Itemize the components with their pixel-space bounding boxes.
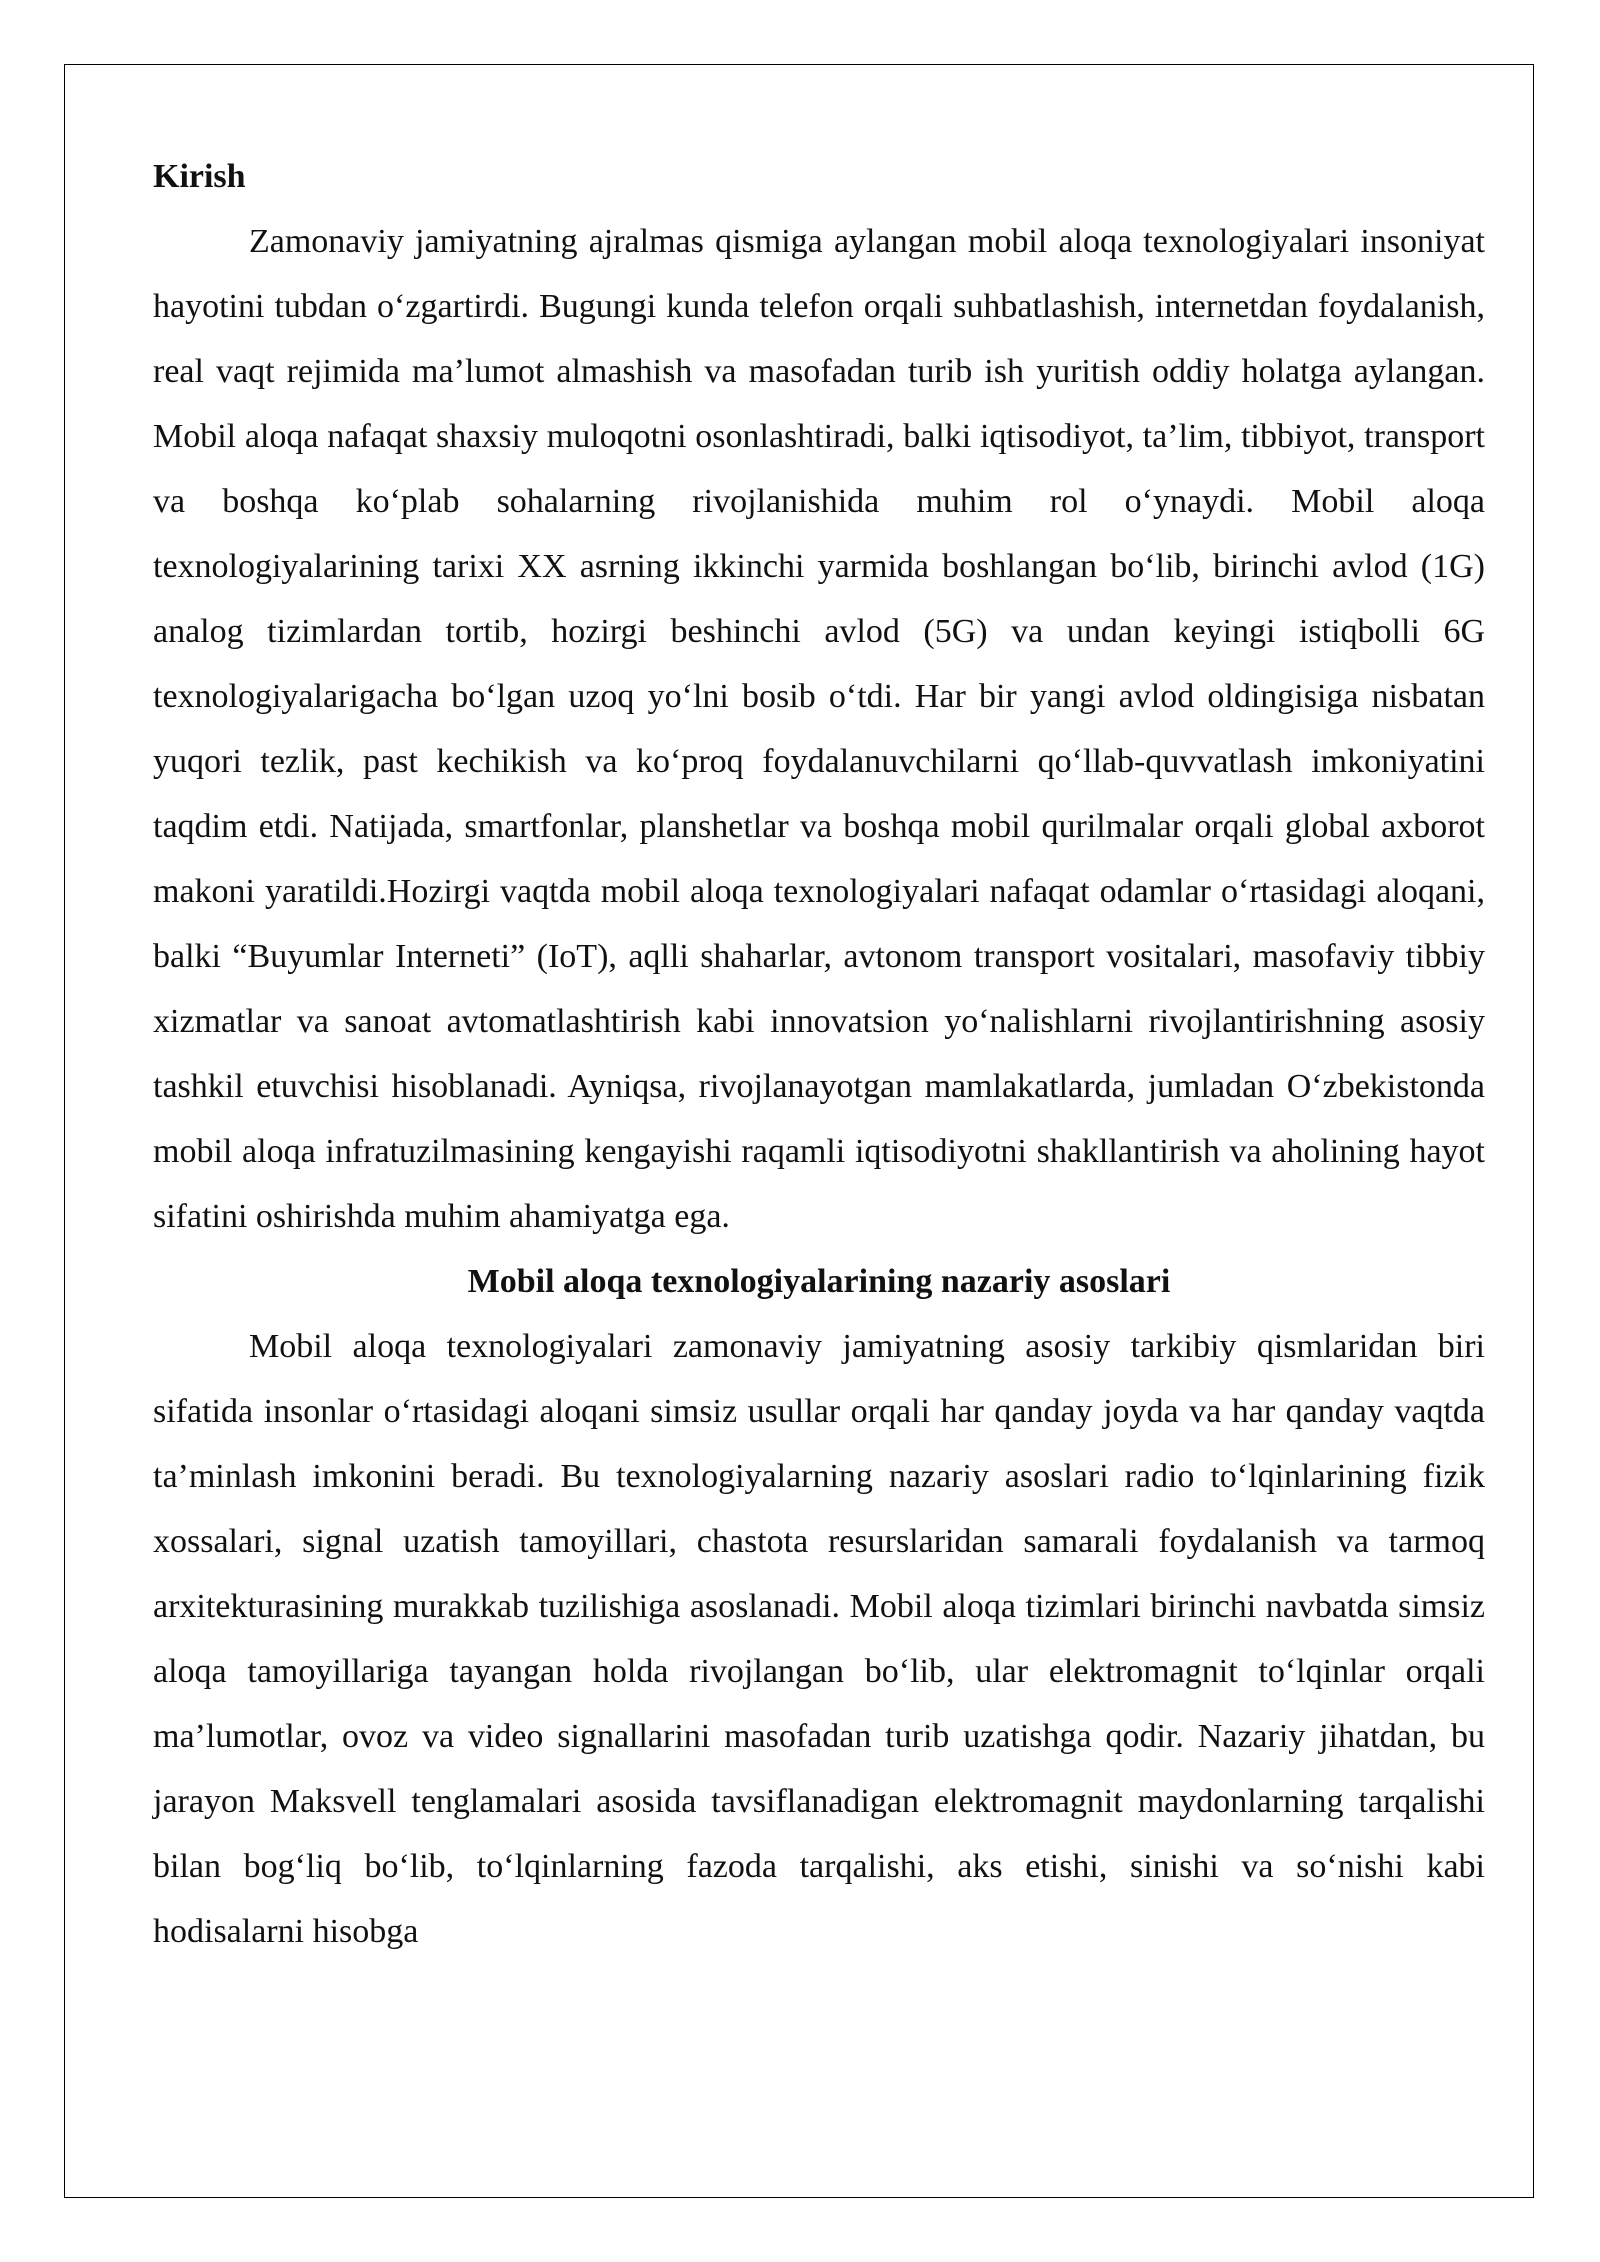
section-heading-kirish: Kirish bbox=[153, 158, 246, 195]
section-heading-nazariy-asoslar: Mobil aloqa texnologiyalarining nazariy asoslari bbox=[467, 1263, 1171, 1300]
paragraph-nazariy-asoslar: Mobil aloqa texnologiyalari zamonaviy jamiyatning asosiy tarkibiy qismlaridan biri sifatida insonlar o‘rtasidagi aloqani simsiz usullar orqali har qanday joyda va har qanday vaqtda ta’minlash imkonini beradi. Bu texnologiyalarning nazariy asoslari radio to‘lqinlarining fizik xossalari, signal uzatish tamoyillari, chastota resurslaridan samarali foydalanish va tarmoq arxitekturasining murakkab tuzilishiga asoslanadi. Mobil aloqa tizimlari birinchi navbatda simsiz aloqa tamoyillariga tayangan holda rivojlangan bo‘lib, ular elektromagnit to‘lqinlar orqali ma’lumotlar, ovoz va video signallarini masofadan turib uzatishga qodir. Nazariy jihatdan, bu jarayon Maksvell tenglamalari asosida tavsiflanadigan elektromagnit maydonlarning tarqalishi bilan bog‘liq bo‘lib, to‘lqinlarning fazoda tarqalishi, aks etishi, sinishi va so‘nishi kabi hodisalarni hisobga bbox=[153, 1328, 1485, 1950]
paragraph-kirish: Zamonaviy jamiyatning ajralmas qismiga aylangan mobil aloqa texnologiyalari insoniyat hayotini tubdan o‘zgartirdi. Bugungi kunda telefon orqali suhbatlashish, internetdan foydalanish, real vaqt rejimida ma’lumot almashish va masofadan turib ish yuritish oddiy holatga aylangan. Mobil aloqa nafaqat shaxsiy muloqotni osonlashtiradi, balki iqtisodiyot, ta’lim, tibbiyot, transport va boshqa ko‘plab sohalarning rivojlanishida muhim rol o‘ynaydi. Mobil aloqa texnologiyalarining tarixi XX asrning ikkinchi yarmida boshlangan bo‘lib, birinchi avlod (1G) analog tizimlardan tortib, hozirgi beshinchi avlod (5G) va undan keyingi istiqbolli 6G texnologiyalarigacha bo‘lgan uzoq yo‘lni bosib o‘tdi. Har bir yangi avlod oldingisiga nisbatan yuqori tezlik, past kechikish va ko‘proq foydalanuvchilarni qo‘llab-quvvatlash imkoniyatini taqdim etdi. Natijada, smartfonlar, planshetlar va boshqa mobil qurilmalar orqali global axborot makoni yaratildi.Hozirgi vaqtda mobil aloqa texnologiyalari nafaqat odamlar o‘rtasidagi aloqani, balki “Buyumlar Interneti” (IoT), aqlli shaharlar, avtonom transport vositalari, masofaviy tibbiy xizmatlar va sanoat avtomatlashtirish kabi innovatsion yo‘nalishlarni rivojlantirishning asosiy tashkil etuvchisi hisoblanadi. Ayniqsa, rivojlanayotgan mamlakatlarda, jumladan O‘zbekistonda mobil aloqa infratuzilmasining kengayishi raqamli iqtisodiyotni shakllantirish va aholining hayot sifatini oshirishda muhim ahamiyatga ega. bbox=[153, 223, 1485, 1235]
document-body bbox=[153, 144, 1485, 1964]
